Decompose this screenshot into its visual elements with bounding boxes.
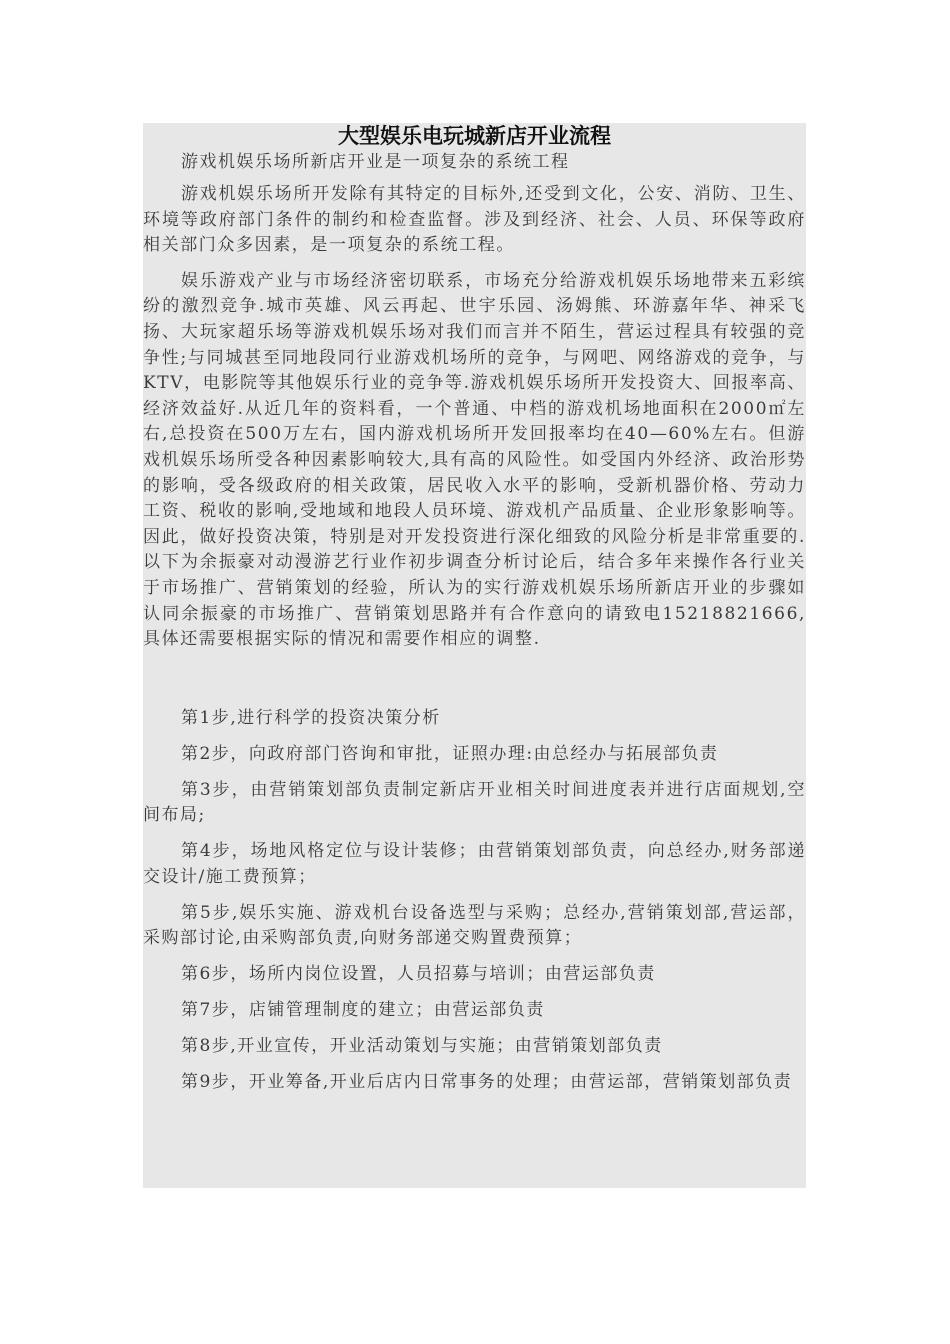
intro-paragraph: 游戏机娱乐场所开发除有其特定的目标外,还受到文化，公安、消防、卫生、环境等政府部门条件的制约和检查监督。涉及到经济、社会、人员、环保等政府相关部门众多因素，是一项复杂的系统工程。 — [143, 184, 806, 256]
step-item: 第8步,开业宣传，开业活动策划与实施；由营销策划部负责 — [181, 1036, 663, 1057]
steps-list — [143, 706, 806, 1096]
step-item: 第7步，店铺管理制度的建立；由营运部负责 — [181, 1000, 545, 1021]
step-item: 第2步，向政府部门咨询和审批，证照办理:由总经办与拓展部负责 — [181, 743, 719, 764]
step-item: 第9步，开业筹备,开业后店内日常事务的处理；由营运部，营销策划部负责 — [181, 1072, 793, 1093]
step-item: 第3步，由营销策划部负责制定新店开业相关时间进度表并进行店面规划,空间布局; — [143, 779, 806, 826]
analysis-paragraph: 娱乐游戏产业与市场经济密切联系，市场充分给游戏机娱乐场地带来五彩缤纷的激烈竞争.城市英雄、风云再起、世宇乐园、汤姆熊、环游嘉年华、神采飞扬、大玩家超乐场等游戏机娱乐场对我们而言并不陌生，营运过程具有较强的竞争性;与同城甚至同地段同行业游戏机场所的竞争，与网吧、网络游戏的竞争，与KTV，电影院等其他娱乐行业的竞争等.游戏机娱乐场所开发投资大、回报率高、经济效益好.从近几年的资料看，一个普通、中档的游戏机场地面积在2000㎡左右,总投资在500万左右，国内游戏机场所开发回报率均在40—60%左右。但游戏机娱乐场所受各种因素影响较大,具有高的风险性。如受国内外经济、政治形势的影响，受各级政府的相关政策，居民收入水平的影响，受新机器价格、劳动力工资、税收的影响,受地域和地段人员环境、游戏机产品质量、企业形象影响等。因此，做好投资决策，特别是对开发投资进行深化细致的风险分析是非常重要的.以下为余振豪对动漫游艺行业作初步调查分析讨论后，结合多年来操作各行业关于市场推广、营销策划的经验，所认为的实行游戏机娱乐场所新店开业的步骤如认同余振豪的市场推广、营销策划思路并有合作意向的请致电15218821666,具体还需要根据实际的情况和需要作相应的调整. — [143, 270, 806, 650]
step-item: 第6步，场所内岗位设置，人员招募与培训；由营运部负责 — [181, 964, 656, 985]
step-item: 第5步,娱乐实施、游戏机台设备选型与采购；总经办,营销策划部,营运部，采购部讨论,由采购部负责,向财务部递交购置费预算； — [143, 902, 806, 949]
document-subtitle: 游戏机娱乐场所新店开业是一项复杂的系统工程 — [181, 152, 570, 172]
step-item: 第1步,进行科学的投资决策分析 — [181, 707, 441, 728]
document-title: 大型娱乐电玩城新店开业流程 — [338, 124, 611, 148]
document-body — [143, 123, 806, 1106]
step-item: 第4步，场地风格定位与设计装修；由营销策划部负责，向总经办,财务部递交设计/施工费预算； — [143, 841, 806, 887]
